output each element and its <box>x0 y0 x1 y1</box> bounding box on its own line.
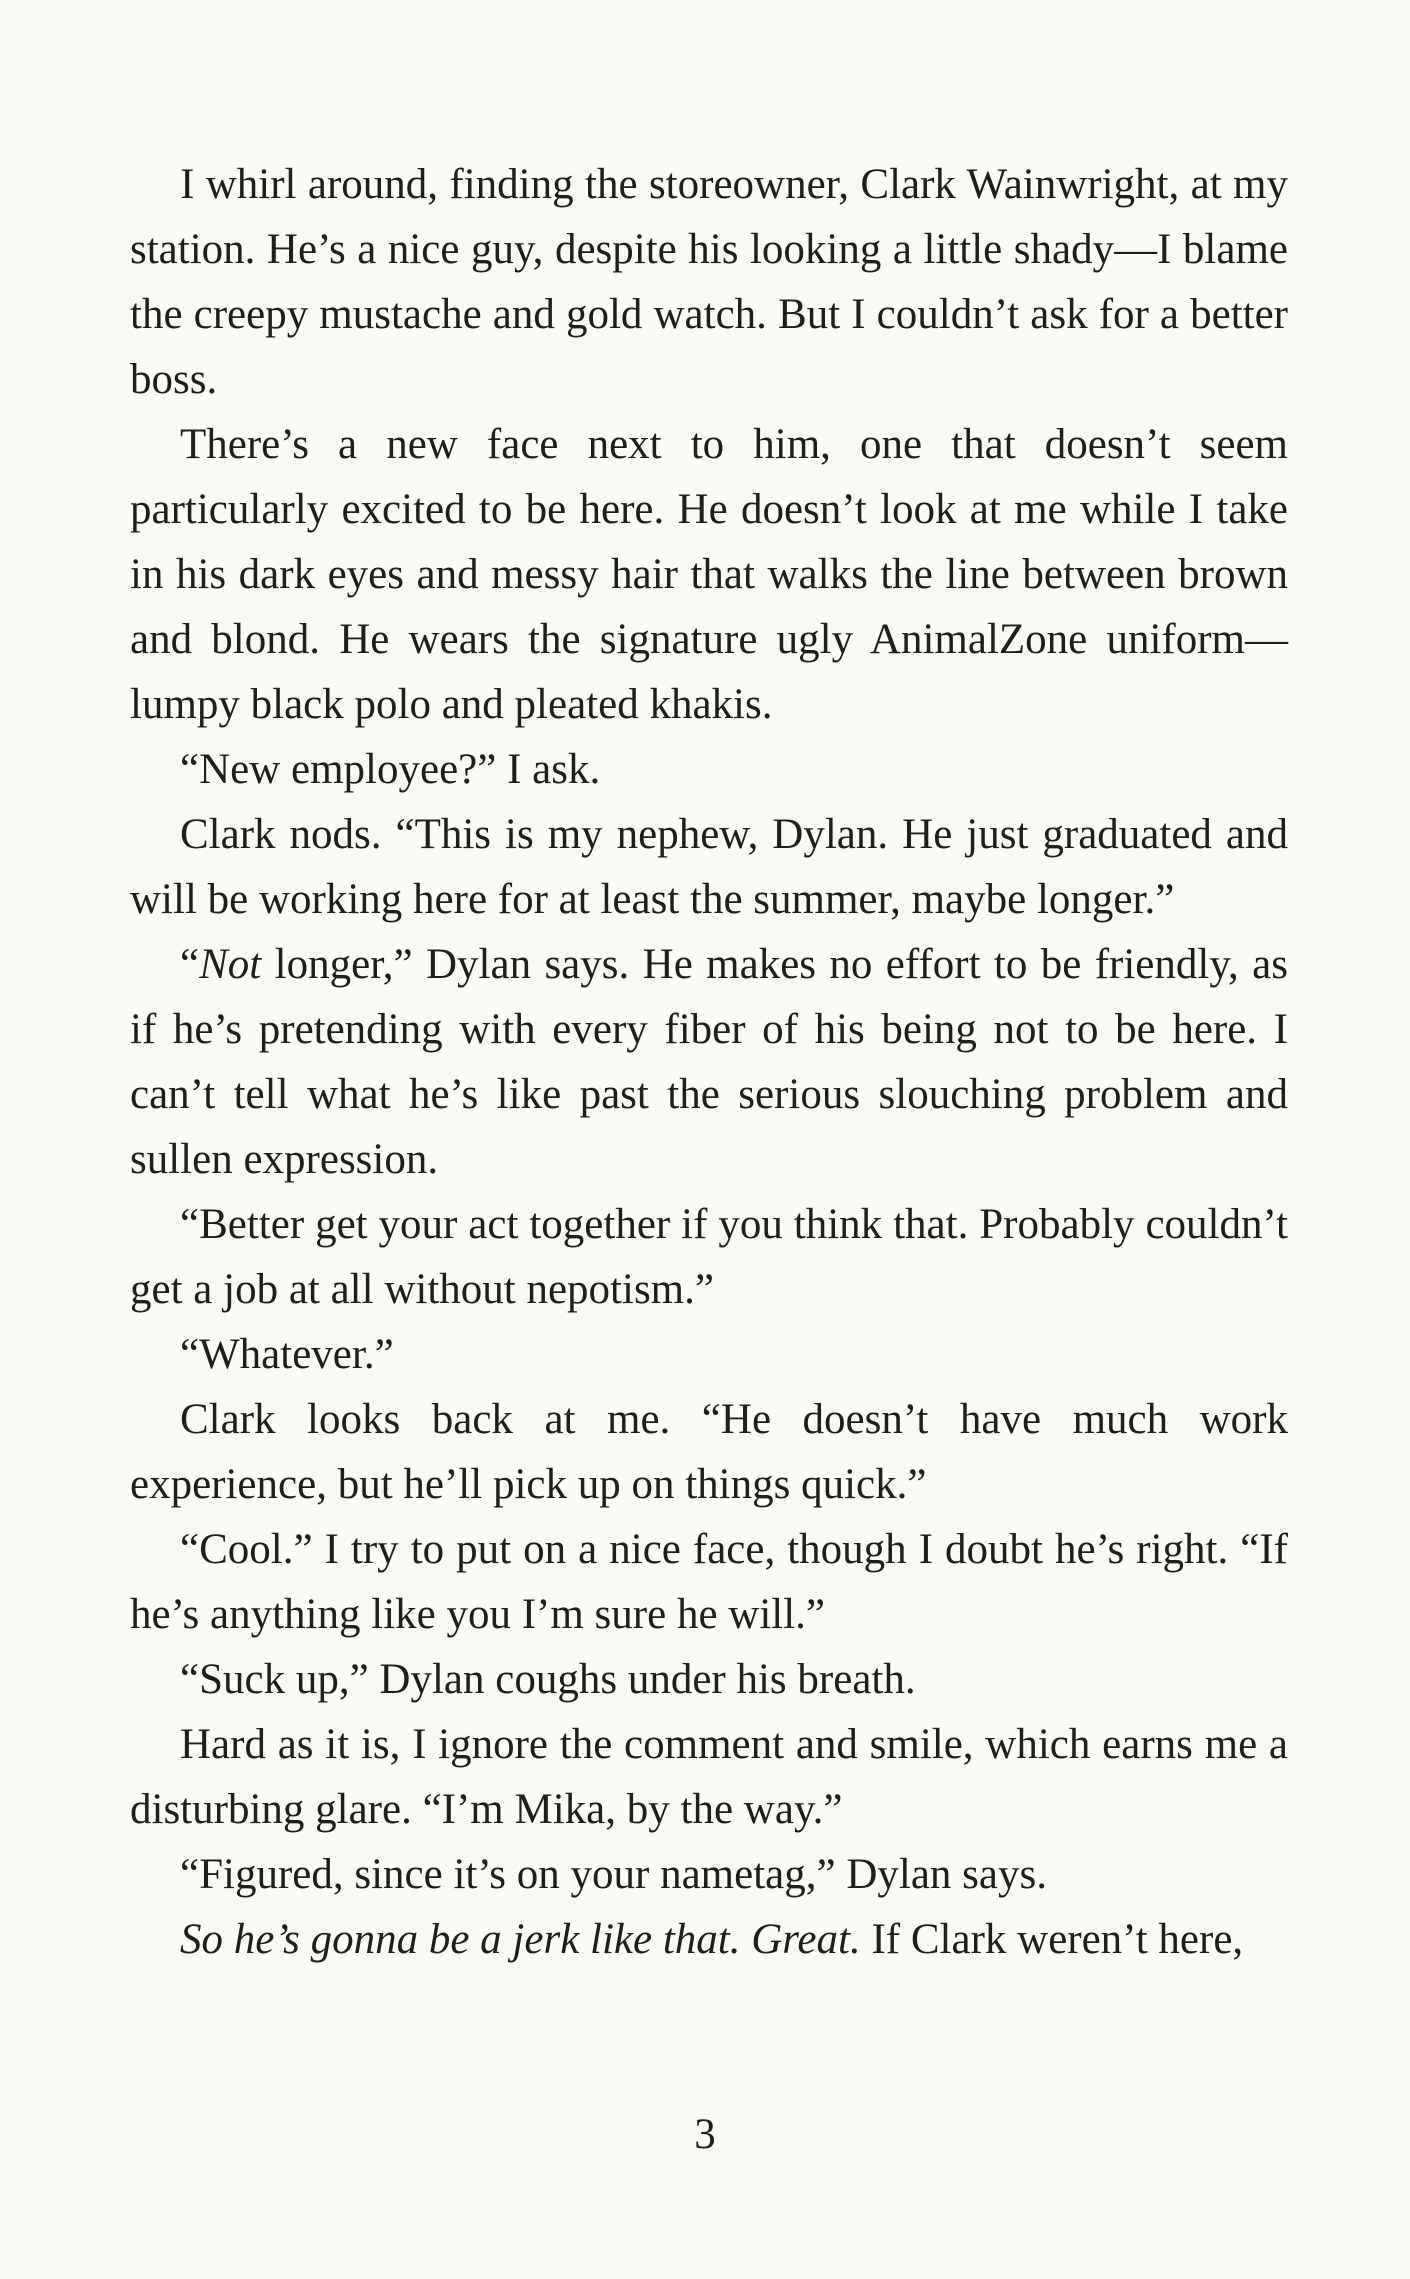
paragraph-text: “Whatever.” <box>180 1331 394 1378</box>
paragraph-text: “Better get your act together if you think that. Probably couldn’t get a job at all without nepotism.” <box>130 1201 1288 1313</box>
paragraph-text: “Figured, since it’s on your nametag,” Dylan says. <box>180 1851 1047 1898</box>
paragraph-text: If Clark weren’t here, <box>860 1916 1244 1963</box>
paragraph-text: Hard as it is, I ignore the comment and smile, which earns me a disturbing glare. “I’m Mika, by the way.” <box>130 1721 1288 1833</box>
body-text <box>130 152 1288 1972</box>
paragraph-text: There’s a new face next to him, one that doesn’t seem particularly excited to be here. He doesn’t look at me while I take in his dark eyes and messy hair that walks the line between brown and blond. He wears the signature ugly AnimalZone uniform—lumpy black polo and pleated khakis. <box>130 421 1288 728</box>
paragraph <box>130 1517 1288 1647</box>
paragraph-text: “Suck up,” Dylan coughs under his breath. <box>180 1656 916 1703</box>
paragraph <box>130 1907 1288 1972</box>
paragraph <box>130 737 1288 802</box>
paragraph-text: longer,” Dylan says. He makes no effort to be friendly, as if he’s pretending with every fiber of his being not to be here. I can’t tell what he’s like past the serious slouching problem and sullen expression. <box>130 941 1288 1183</box>
paragraph <box>130 1712 1288 1842</box>
italic-text: Not <box>199 941 262 988</box>
paragraph <box>130 1192 1288 1322</box>
paragraph-text: “ <box>180 941 200 988</box>
paragraph-text: “Cool.” I try to put on a nice face, though I doubt he’s right. “If he’s anything like you I’m sure he will.” <box>130 1526 1288 1638</box>
paragraph <box>130 152 1288 412</box>
paragraph-text: Clark nods. “This is my nephew, Dylan. He just graduated and will be working here for at least the summer, maybe longer.” <box>130 811 1288 923</box>
paragraph <box>130 1647 1288 1712</box>
italic-text: So he’s gonna be a jerk like that. Great. <box>180 1916 861 1963</box>
paragraph <box>130 1842 1288 1907</box>
page-number: 3 <box>694 2111 716 2158</box>
paragraph <box>130 802 1288 932</box>
paragraph-text: Clark looks back at me. “He doesn’t have much work experience, but he’ll pick up on things quick.” <box>130 1396 1288 1508</box>
paragraph-text: “New employee?” I ask. <box>180 746 601 793</box>
paragraph <box>130 1387 1288 1517</box>
paragraph <box>130 412 1288 737</box>
paragraph-text: I whirl around, finding the storeowner, Clark Wainwright, at my station. He’s a nice guy, despite his looking a little shady—I blame the creepy mustache and gold watch. But I couldn’t ask for a better boss. <box>130 161 1288 403</box>
paragraph <box>130 1322 1288 1387</box>
paragraph <box>130 932 1288 1192</box>
